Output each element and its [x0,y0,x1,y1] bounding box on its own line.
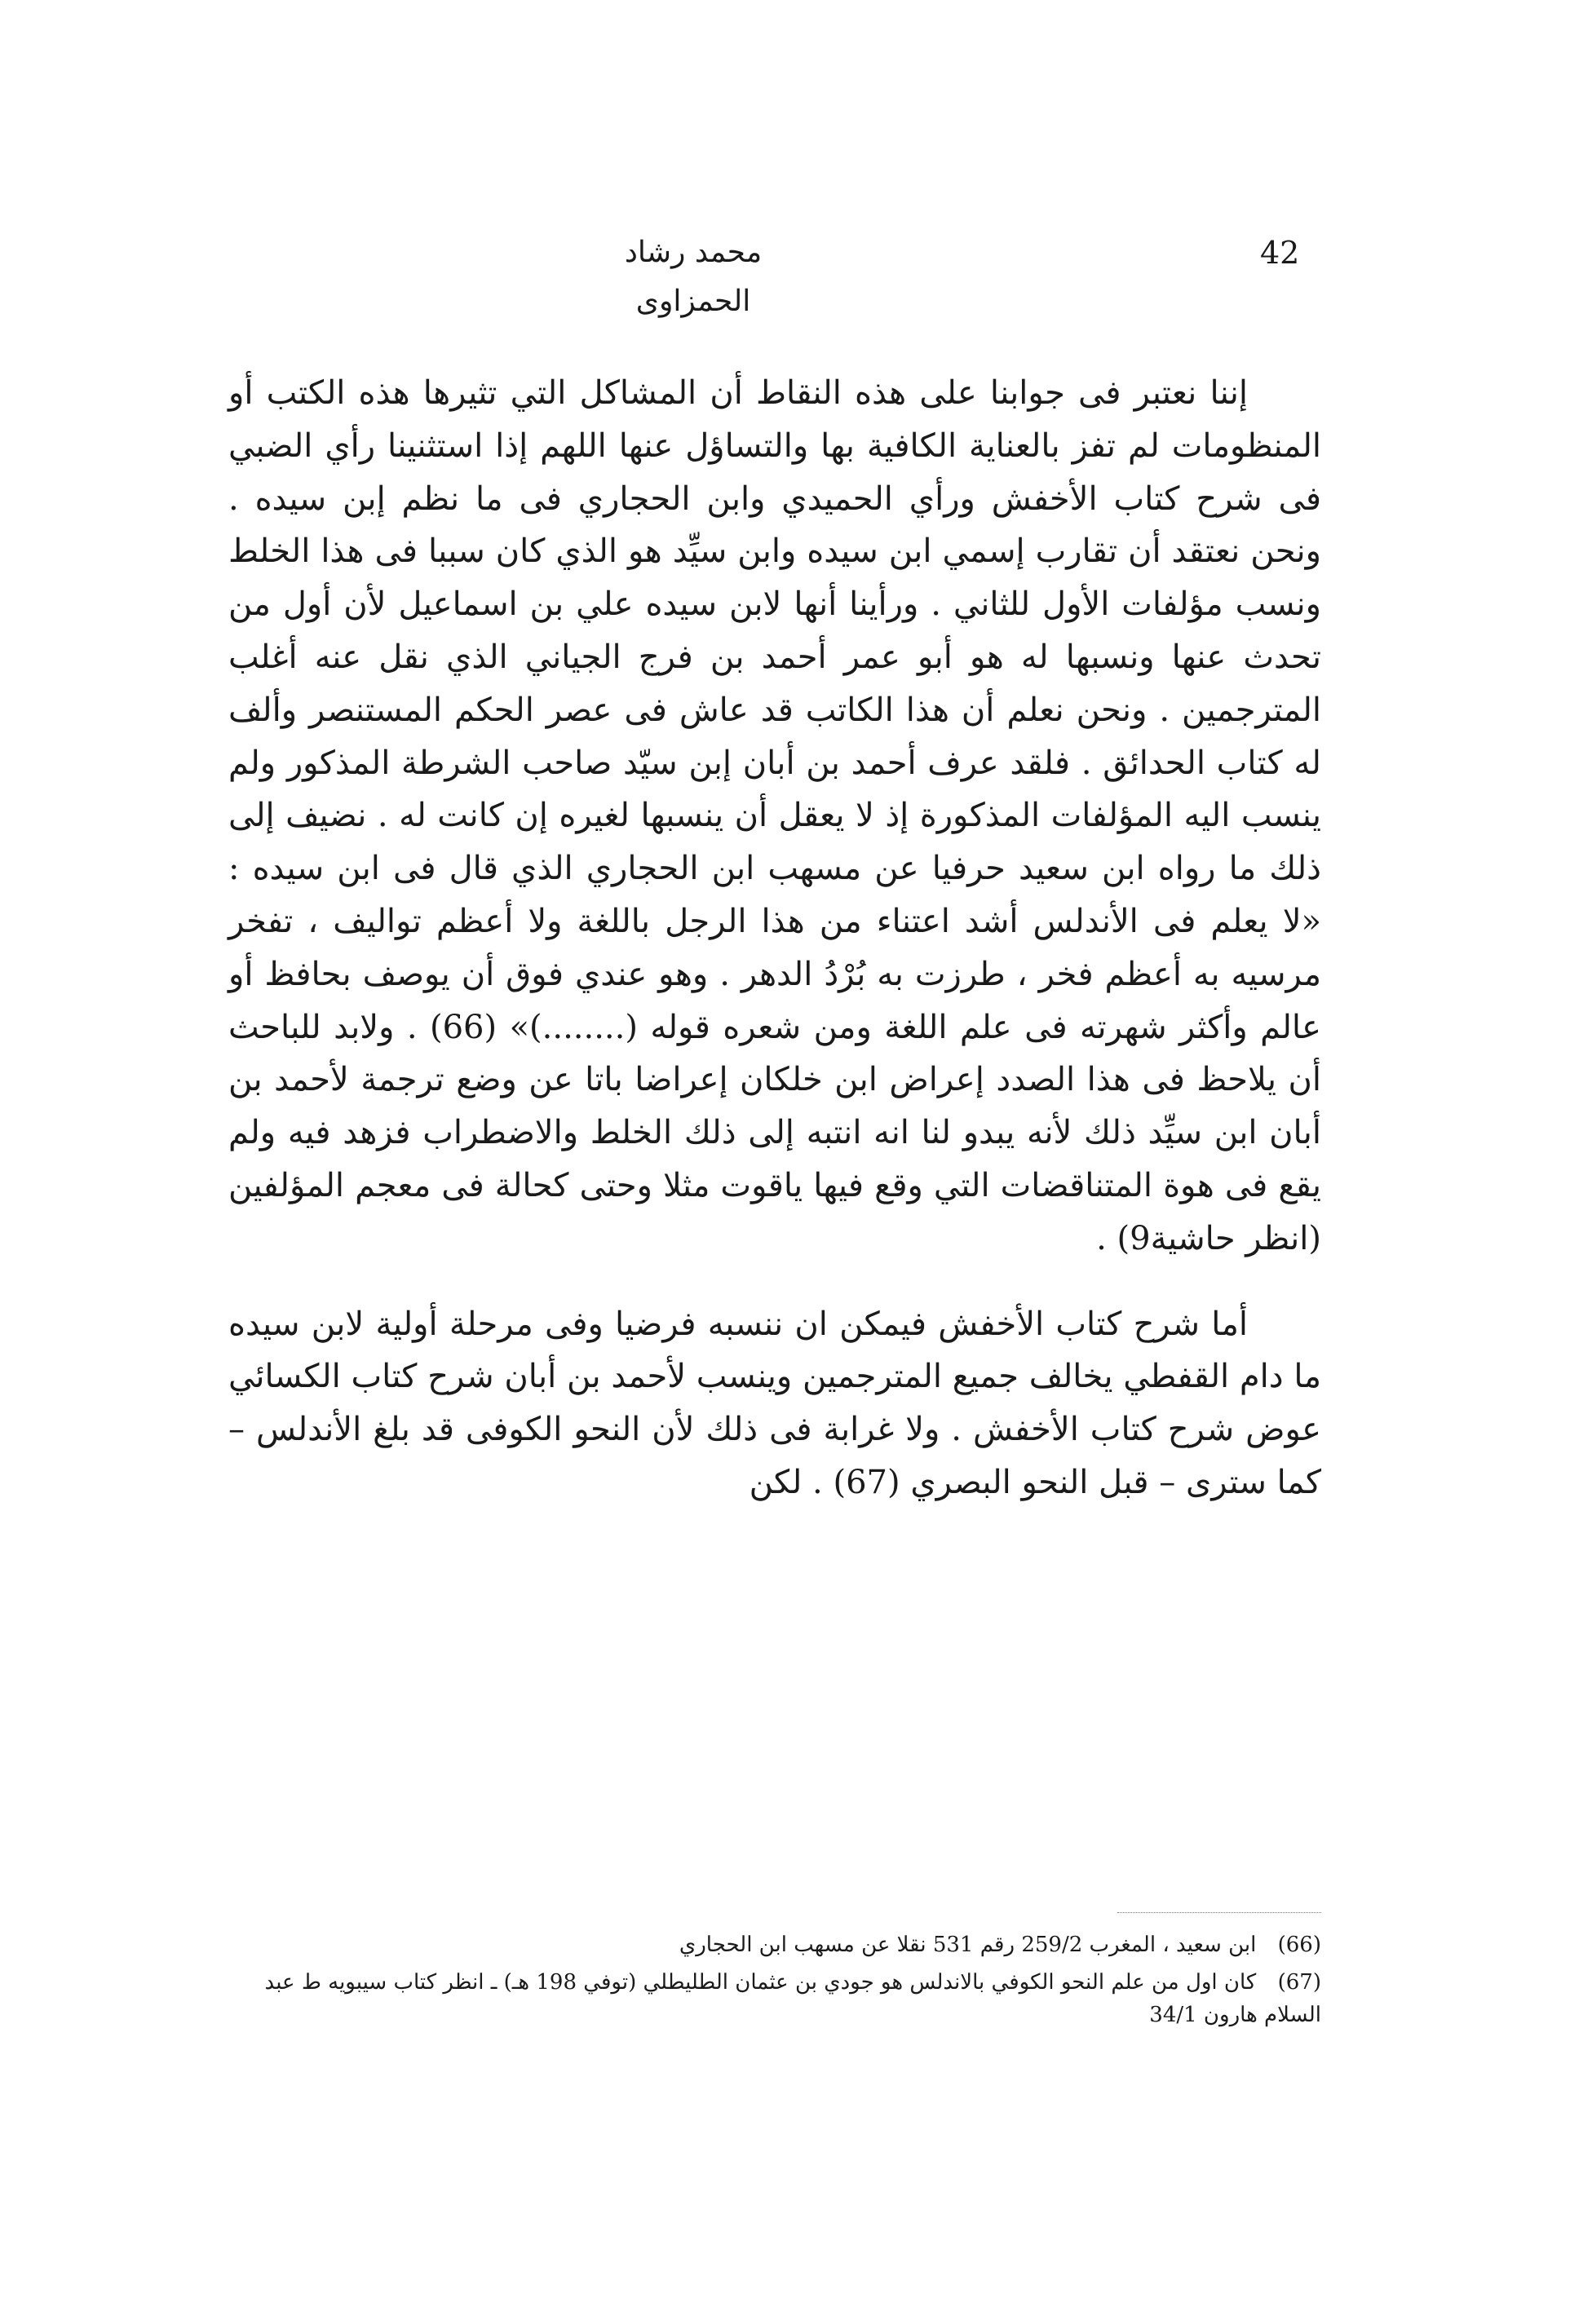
page-header [228,228,1321,318]
page-number: 42 [1260,235,1300,271]
running-head: محمد رشاد الحمزاوى [624,236,763,318]
footnote-number: (66) [1277,1933,1321,1957]
paragraph-2: أما شرح كتاب الأخفش فيمكن ان ننسبه فرضيا وفى مرحلة أولية لابن سيده ما دام القفطي يخالف جميع المترجمين وينسب لأحمد بن أبان شرح كتاب الكسائي عوض شرح كتاب الأخفش . ولا غرابة فى ذلك لأن النحو الكوفى قد بلغ الأندلس – كما سترى – قبل النحو البصري (67) . لكن [228,1305,1321,1501]
footnote-number: (67) [1277,1970,1321,1995]
footnote-67 [245,1966,1321,2031]
footnote-66 [245,1929,1321,1961]
footnote-text: كان اول من علم النحو الكوفي بالاندلس هو جودي بن عثمان الطليطلي (توفي 198 هـ) ـ انظر كتاب سيبويه ط عبد السلام هارون 34/1 [264,1970,1321,2027]
body-text [228,367,1321,1509]
paragraph-1: إننا نعتبر فى جوابنا على هذه النقاط أن المشاكل التي تثيرها هذه الكتب أو المنظومات لم تفز بالعناية الكافية بها والتساؤل عنها اللهم إذا استثنينا رأي الضبي فى شرح كتاب الأخفش ورأي الحميدي وابن الحجاري فى ما نظم إبن سيده . ونحن نعتقد أن تقارب إسمي ابن سيده وابن سيِّد هو الذي كان سببا فى هذا الخلط ونسب مؤلفات الأول للثاني . ورأينا أنها لابن سيده علي بن اسماعيل لأن أول من تحدث عنها ونسبها له هو أبو عمر أحمد بن فرج الجياني الذي نقل عنه أغلب المترجمين . ونحن نعلم أن هذا الكاتب قد عاش فى عصر الحكم المستنصر وألف له كتاب الحدائق . فلقد عرف أحمد بن أبان إبن سيّد صاحب الشرطة المذكور ولم ينسب اليه المؤلفات المذكورة إذ لا يعقل أن ينسبها لغيره إن كانت له . نضيف إلى ذلك ما رواه ابن سعيد حرفيا عن مسهب ابن الحجاري الذي قال فى ابن سيده : «لا يعلم فى الأندلس أشد اعتناء من هذا الرجل باللغة ولا أعظم تواليف ، تفخر مرسيه به أعظم فخر ، طرزت به بُرْدُ الدهر . وهو عندي فوق أن يوصف بحافظ أو عالم وأكثر شهرته فى علم اللغة ومن شعره قوله (........)» (66) . ولابد للباحث أن يلاحظ فى هذا الصدد إعراض ابن خلكان إعراضا باتا عن وضع ترجمة لأحمد بن أبان ابن سيِّد ذلك لأنه يبدو لنا انه انتبه إلى ذلك الخلط والاضطراب فزهد فيه ولم يقع فى هوة المتناقضات التي وقع فيها ياقوت مثلا وحتى كحالة فى معجم المؤلفين (انظر حاشية9) . [228,374,1322,1257]
footnote-text: ابن سعيد ، المغرب 259/2 رقم 531 نقلا عن مسهب ابن الحجاري [679,1933,1257,1957]
footnote-separator [1117,1912,1321,1913]
footnotes [245,1929,1321,2036]
